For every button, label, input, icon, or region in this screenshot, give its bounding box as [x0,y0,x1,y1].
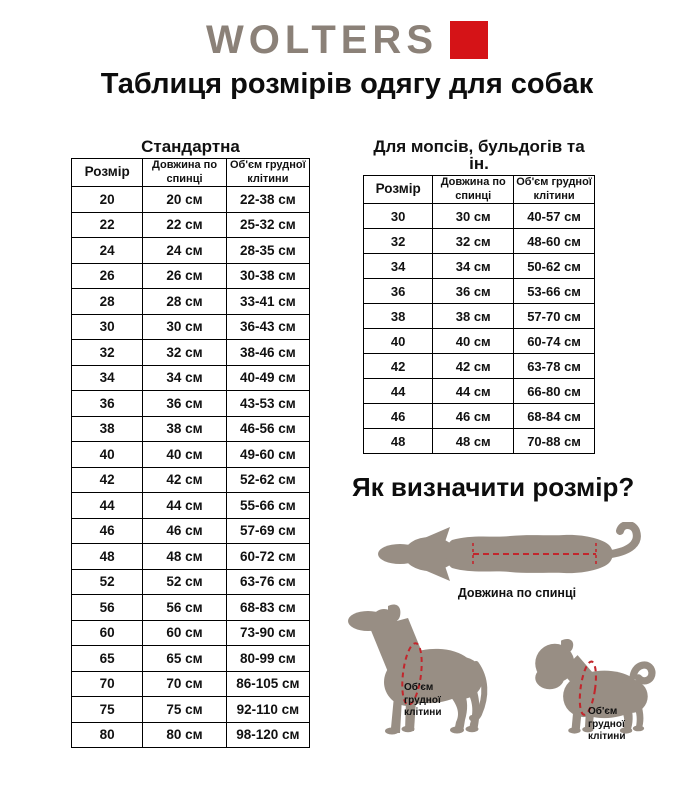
table-cell: 86-105 см [226,671,309,697]
table-row [364,204,595,229]
table-cell: 36 [364,279,433,304]
table-row [72,544,310,570]
table-cell: 40 см [433,329,514,354]
dog-top-view-silhouette [378,522,658,586]
table-cell: 24 [72,238,143,264]
table-row [72,365,310,391]
table-cell: 32 [364,229,433,254]
table-cell: 42 см [433,354,514,379]
table-cell: 42 см [143,467,226,493]
table-cell: 24 см [143,238,226,264]
table-cell: 98-120 см [226,722,309,748]
table-row [72,442,310,468]
table-row [364,254,595,279]
table-row [72,416,310,442]
table-cell: 46 см [433,404,514,429]
table-cell: 28 [72,289,143,315]
table-row [72,263,310,289]
table-cell: 80 [72,722,143,748]
pugs-size-table [363,175,595,454]
how-to-diagrams [352,508,694,768]
table-cell: 20 [72,187,143,213]
table-row [364,354,595,379]
table-cell: 68-83 см [226,595,309,621]
table-cell: 80 см [143,722,226,748]
table-cell: 46 [72,518,143,544]
table-cell: 68-84 см [514,404,595,429]
table-cell: 46 [364,404,433,429]
table-cell: 44 [72,493,143,519]
standard-table-section [71,138,310,748]
table-cell: 92-110 см [226,697,309,723]
table-cell: 26 см [143,263,226,289]
table-cell: 65 [72,646,143,672]
table-cell: 75 см [143,697,226,723]
table-cell: 42 [72,467,143,493]
table-row [72,493,310,519]
chest-girth-label: Об'єм грудної клітини [404,682,442,718]
column-header: Об'єм грудної клітини [226,159,309,187]
table-row [364,304,595,329]
table-cell: 56 [72,595,143,621]
logo-red-square-icon [450,21,488,59]
table-row [364,404,595,429]
table-cell: 70 [72,671,143,697]
table-cell: 46-56 см [226,416,309,442]
table-cell: 70-88 см [514,429,595,454]
table-cell: 40-49 см [226,365,309,391]
table-cell: 50-62 см [514,254,595,279]
table-cell: 63-76 см [226,569,309,595]
table-cell: 32 см [143,340,226,366]
back-length-label: Довжина по спинці [457,586,577,600]
table-cell: 44 см [433,379,514,404]
table-cell: 49-60 см [226,442,309,468]
table-cell: 48-60 см [514,229,595,254]
table-cell: 28-35 см [226,238,309,264]
table-cell: 66-80 см [514,379,595,404]
table-cell: 52 [72,569,143,595]
table-cell: 40 см [143,442,226,468]
table-cell: 63-78 см [514,354,595,379]
table-cell: 25-32 см [226,212,309,238]
table-cell: 48 [364,429,433,454]
table-cell: 75 [72,697,143,723]
table-cell: 70 см [143,671,226,697]
table-cell: 26 [72,263,143,289]
table-cell: 57-69 см [226,518,309,544]
table-row [72,697,310,723]
column-header: Розмір [72,159,143,187]
table-row [72,238,310,264]
table-cell: 28 см [143,289,226,315]
table-row [72,722,310,748]
table-cell: 36 [72,391,143,417]
table-row [72,671,310,697]
table-row [72,187,310,213]
table-cell: 52 см [143,569,226,595]
table-row [72,467,310,493]
table-cell: 36 см [433,279,514,304]
table-cell: 38 [72,416,143,442]
table-cell: 32 см [433,229,514,254]
table-row [72,569,310,595]
table-row [364,429,595,454]
standard-size-table [71,158,310,748]
table-cell: 42 [364,354,433,379]
pugs-table-title: Для мопсів, бульдогів та ін. [373,137,585,173]
table-cell: 48 см [433,429,514,454]
table-row [72,212,310,238]
table-cell: 38 см [143,416,226,442]
table-cell: 38 см [433,304,514,329]
table-cell: 46 см [143,518,226,544]
table-cell: 38 [364,304,433,329]
table-cell: 43-53 см [226,391,309,417]
table-cell: 52-62 см [226,467,309,493]
table-cell: 60-72 см [226,544,309,570]
column-header: Розмір [364,176,433,204]
table-cell: 65 см [143,646,226,672]
column-header: Довжина по спинці [143,159,226,187]
table-row [72,518,310,544]
table-row [72,646,310,672]
table-cell: 55-66 см [226,493,309,519]
table-row [364,279,595,304]
table-cell: 80-99 см [226,646,309,672]
table-cell: 20 см [143,187,226,213]
table-cell: 56 см [143,595,226,621]
table-cell: 48 см [143,544,226,570]
table-cell: 38-46 см [226,340,309,366]
table-cell: 34 [364,254,433,279]
standing-dog-silhouette [346,600,496,742]
table-cell: 30-38 см [226,263,309,289]
table-cell: 40 [364,329,433,354]
table-cell: 34 см [143,365,226,391]
table-cell: 40 [72,442,143,468]
table-row [72,620,310,646]
table-cell: 30 см [143,314,226,340]
table-cell: 36 см [143,391,226,417]
table-row [364,379,595,404]
table-cell: 57-70 см [514,304,595,329]
table-cell: 33-41 см [226,289,309,315]
table-cell: 34 см [433,254,514,279]
table-cell: 60 см [143,620,226,646]
standard-table-title: Стандартна [141,137,240,156]
header-row [364,176,595,204]
column-header: Довжина по спинці [433,176,514,204]
table-cell: 44 [364,379,433,404]
table-row [72,595,310,621]
table-cell: 60-74 см [514,329,595,354]
table-cell: 73-90 см [226,620,309,646]
table-row [364,329,595,354]
table-row [72,314,310,340]
table-cell: 22 [72,212,143,238]
how-to-title: Як визначити розмір? [352,472,635,502]
table-cell: 60 [72,620,143,646]
column-header: Об'єм грудної клітини [514,176,595,204]
page-title: Таблиця розмірів одягу для собак [100,68,594,100]
wolters-logo: WOLTERS [205,18,438,62]
table-cell: 32 [72,340,143,366]
table-cell: 30 [364,204,433,229]
table-row [364,229,595,254]
table-cell: 40-57 см [514,204,595,229]
table-cell: 22-38 см [226,187,309,213]
table-cell: 48 [72,544,143,570]
table-row [72,340,310,366]
table-cell: 53-66 см [514,279,595,304]
table-cell: 30 см [433,204,514,229]
brand-header [0,20,694,60]
table-cell: 36-43 см [226,314,309,340]
table-row [72,391,310,417]
table-cell: 44 см [143,493,226,519]
header-row [72,159,310,187]
table-row [72,289,310,315]
table-cell: 22 см [143,212,226,238]
chest-girth-label: Об'єм грудної клітини [588,706,626,742]
table-cell: 34 [72,365,143,391]
pugs-table-section [363,138,595,454]
table-cell: 30 [72,314,143,340]
